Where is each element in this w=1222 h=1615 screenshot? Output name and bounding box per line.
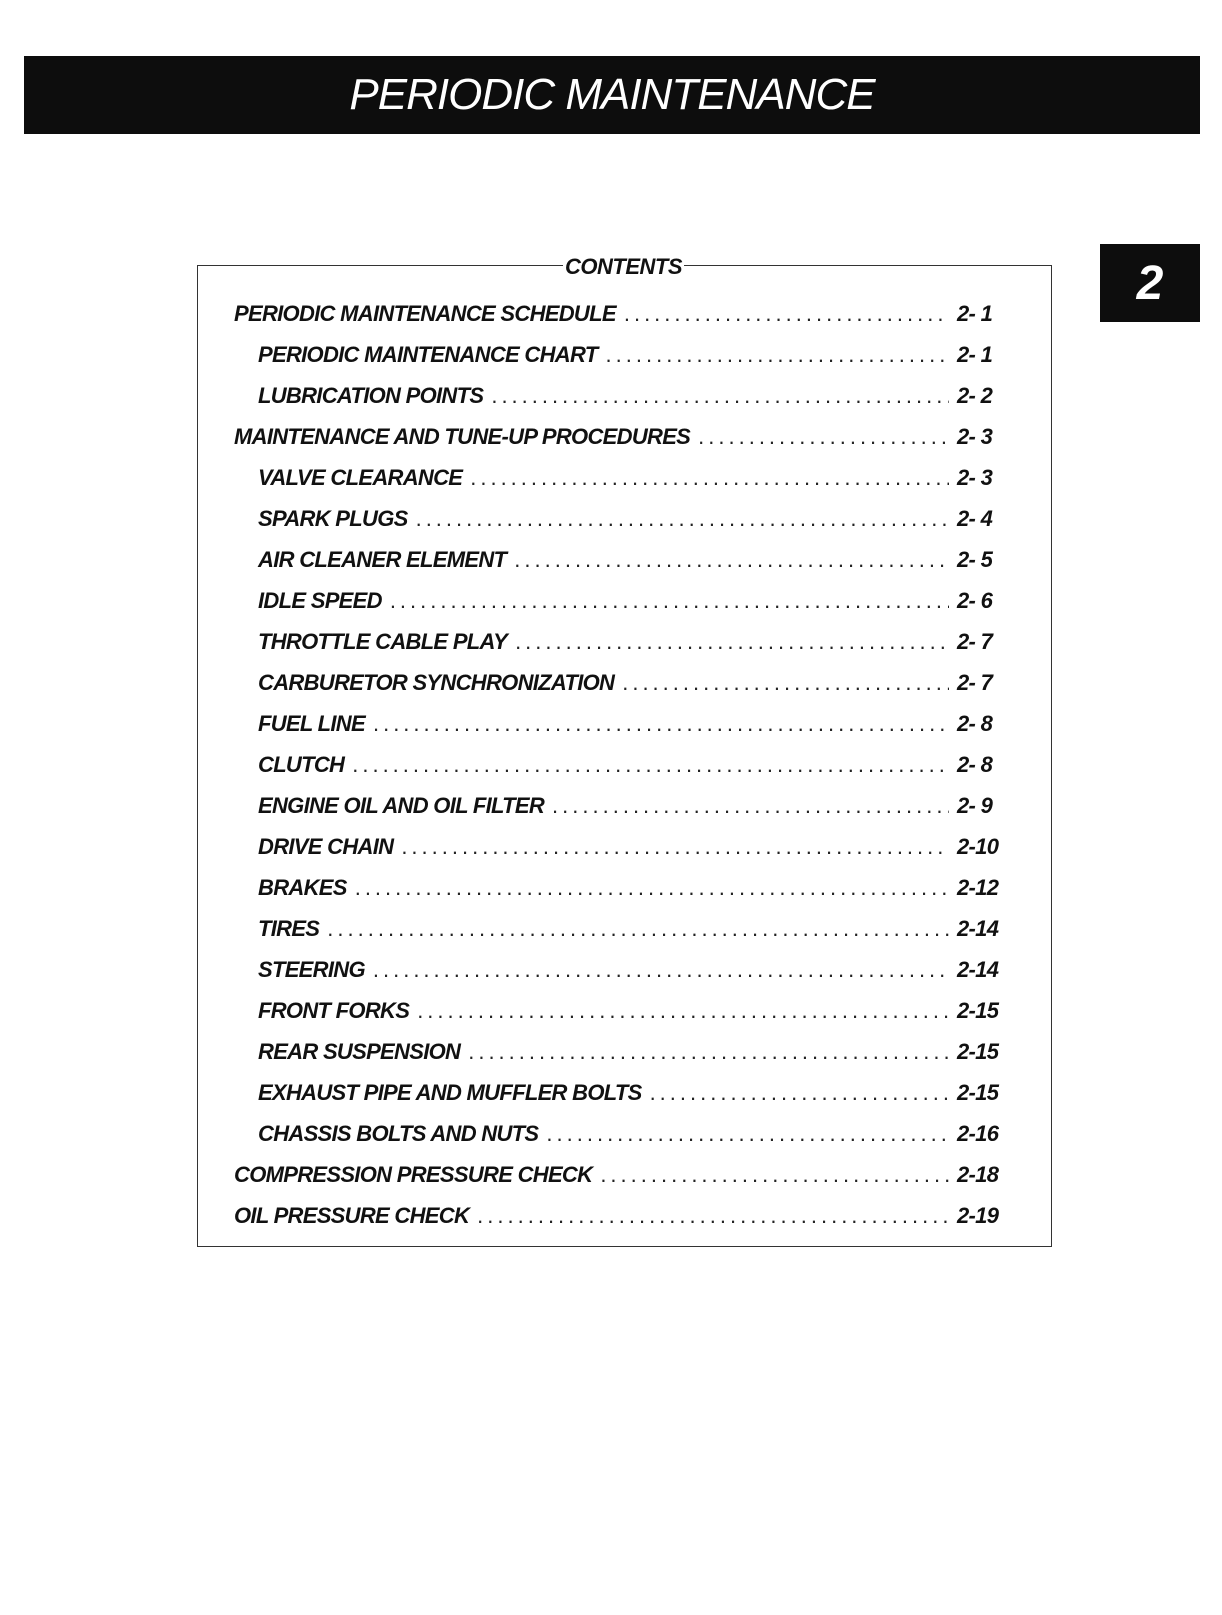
- toc-dot-leader: [352, 752, 949, 778]
- toc-dot-leader: [373, 957, 949, 983]
- toc-entry-page: 2- 3: [957, 464, 993, 490]
- toc-entry[interactable]: [234, 744, 1019, 785]
- toc-entry-title: FRONT FORKS: [258, 997, 410, 1023]
- chapter-tab: [1100, 244, 1200, 322]
- toc-entry[interactable]: [234, 785, 1019, 826]
- toc-entry-page: 2- 7: [957, 669, 993, 695]
- toc-entry-title: VALVE CLEARANCE: [258, 464, 463, 490]
- toc-entry-title: BRAKES: [258, 874, 347, 900]
- toc-entry[interactable]: [234, 1072, 1019, 1113]
- toc-dot-leader: [622, 670, 949, 696]
- toc-entry[interactable]: [234, 1031, 1019, 1072]
- toc-entry[interactable]: [234, 621, 1019, 662]
- toc-dot-leader: [698, 424, 949, 450]
- toc-entry-title: REAR SUSPENSION: [258, 1038, 461, 1064]
- toc-entry-page: 2-12: [957, 874, 999, 900]
- toc-entry-title: CLUTCH: [258, 751, 345, 777]
- toc-entry[interactable]: [234, 334, 1019, 375]
- toc-entry-page: 2- 5: [957, 546, 993, 572]
- toc-entry-title: ENGINE OIL AND OIL FILTER: [258, 792, 545, 818]
- toc-dot-leader: [477, 1203, 949, 1229]
- toc-entry-title: SPARK PLUGS: [258, 505, 408, 531]
- toc-entry-title: EXHAUST PIPE AND MUFFLER BOLTS: [258, 1079, 642, 1105]
- toc-entry-page: 2-14: [957, 956, 999, 982]
- toc-entry-page: 2- 1: [957, 300, 993, 326]
- toc-entry-title: DRIVE CHAIN: [258, 833, 394, 859]
- toc-entry-page: 2- 8: [957, 710, 993, 736]
- toc-dot-leader: [600, 1162, 949, 1188]
- toc-entry-title: LUBRICATION POINTS: [258, 382, 484, 408]
- contents-heading: CONTENTS: [565, 254, 682, 279]
- toc-dot-leader: [327, 916, 949, 942]
- toc-entry[interactable]: [234, 1113, 1019, 1154]
- chapter-title: PERIODIC MAINTENANCE: [349, 70, 875, 119]
- toc-dot-leader: [624, 301, 949, 327]
- toc-entry[interactable]: [234, 1195, 1019, 1236]
- toc-entry[interactable]: [234, 1154, 1019, 1195]
- toc-entry-title: CHASSIS BOLTS AND NUTS: [258, 1120, 539, 1146]
- toc-entry-page: 2-15: [957, 1038, 999, 1064]
- toc-dot-leader: [515, 629, 949, 655]
- toc-entry-title: IDLE SPEED: [258, 587, 382, 613]
- toc-dot-leader: [468, 1039, 949, 1065]
- chapter-number: 2: [1136, 256, 1164, 310]
- toc-entry[interactable]: [234, 990, 1019, 1031]
- toc-entry-title: CARBURETOR SYNCHRONIZATION: [258, 669, 615, 695]
- toc-entry[interactable]: [234, 293, 1019, 334]
- toc-entry-title: FUEL LINE: [258, 710, 365, 736]
- toc-entry-page: 2- 3: [957, 423, 993, 449]
- toc-dot-leader: [514, 547, 949, 573]
- toc-entry[interactable]: [234, 867, 1019, 908]
- toc-entry[interactable]: [234, 498, 1019, 539]
- toc-entry-title: PERIODIC MAINTENANCE CHART: [258, 341, 598, 367]
- toc-dot-leader: [650, 1080, 949, 1106]
- toc-entry[interactable]: [234, 662, 1019, 703]
- toc-entry[interactable]: [234, 416, 1019, 457]
- toc-entry-page: 2-19: [957, 1202, 999, 1228]
- toc-dot-leader: [470, 465, 949, 491]
- toc-dot-leader: [417, 998, 949, 1024]
- toc-dot-leader: [373, 711, 949, 737]
- toc-entry[interactable]: [234, 908, 1019, 949]
- toc-entry-title: STEERING: [258, 956, 365, 982]
- toc-entry-page: 2-16: [957, 1120, 999, 1146]
- toc-entry-page: 2- 1: [957, 341, 993, 367]
- toc-dot-leader: [546, 1121, 949, 1147]
- toc-entry-page: 2-14: [957, 915, 999, 941]
- toc-entry[interactable]: [234, 703, 1019, 744]
- toc-entry[interactable]: [234, 375, 1019, 416]
- toc-entry[interactable]: [234, 949, 1019, 990]
- toc-entry[interactable]: [234, 826, 1019, 867]
- chapter-title-bar: [24, 56, 1200, 134]
- toc-entry-title: MAINTENANCE AND TUNE-UP PROCEDURES: [234, 423, 691, 449]
- table-of-contents: [234, 293, 1019, 1236]
- toc-dot-leader: [552, 793, 949, 819]
- toc-dot-leader: [390, 588, 949, 614]
- toc-entry-page: 2- 6: [957, 587, 993, 613]
- toc-entry[interactable]: [234, 457, 1019, 498]
- toc-entry-title: PERIODIC MAINTENANCE SCHEDULE: [234, 300, 616, 326]
- toc-entry-page: 2- 9: [957, 792, 993, 818]
- toc-entry[interactable]: [234, 580, 1019, 621]
- toc-entry-title: OIL PRESSURE CHECK: [234, 1202, 470, 1228]
- toc-entry-page: 2- 7: [957, 628, 993, 654]
- toc-entry-page: 2-18: [957, 1161, 999, 1187]
- toc-entry-title: COMPRESSION PRESSURE CHECK: [234, 1161, 593, 1187]
- toc-dot-leader: [401, 834, 949, 860]
- toc-entry-page: 2- 4: [957, 505, 993, 531]
- toc-entry-page: 2- 8: [957, 751, 993, 777]
- toc-entry-page: 2-15: [957, 1079, 999, 1105]
- toc-entry-page: 2- 2: [957, 382, 993, 408]
- toc-entry-page: 2-10: [957, 833, 999, 859]
- toc-dot-leader: [355, 875, 949, 901]
- toc-entry-title: AIR CLEANER ELEMENT: [258, 546, 507, 572]
- toc-entry-title: TIRES: [258, 915, 320, 941]
- toc-dot-leader: [606, 342, 949, 368]
- toc-entry-page: 2-15: [957, 997, 999, 1023]
- toc-dot-leader: [491, 383, 949, 409]
- toc-entry[interactable]: [234, 539, 1019, 580]
- toc-entry-title: THROTTLE CABLE PLAY: [258, 628, 508, 654]
- toc-dot-leader: [416, 506, 949, 532]
